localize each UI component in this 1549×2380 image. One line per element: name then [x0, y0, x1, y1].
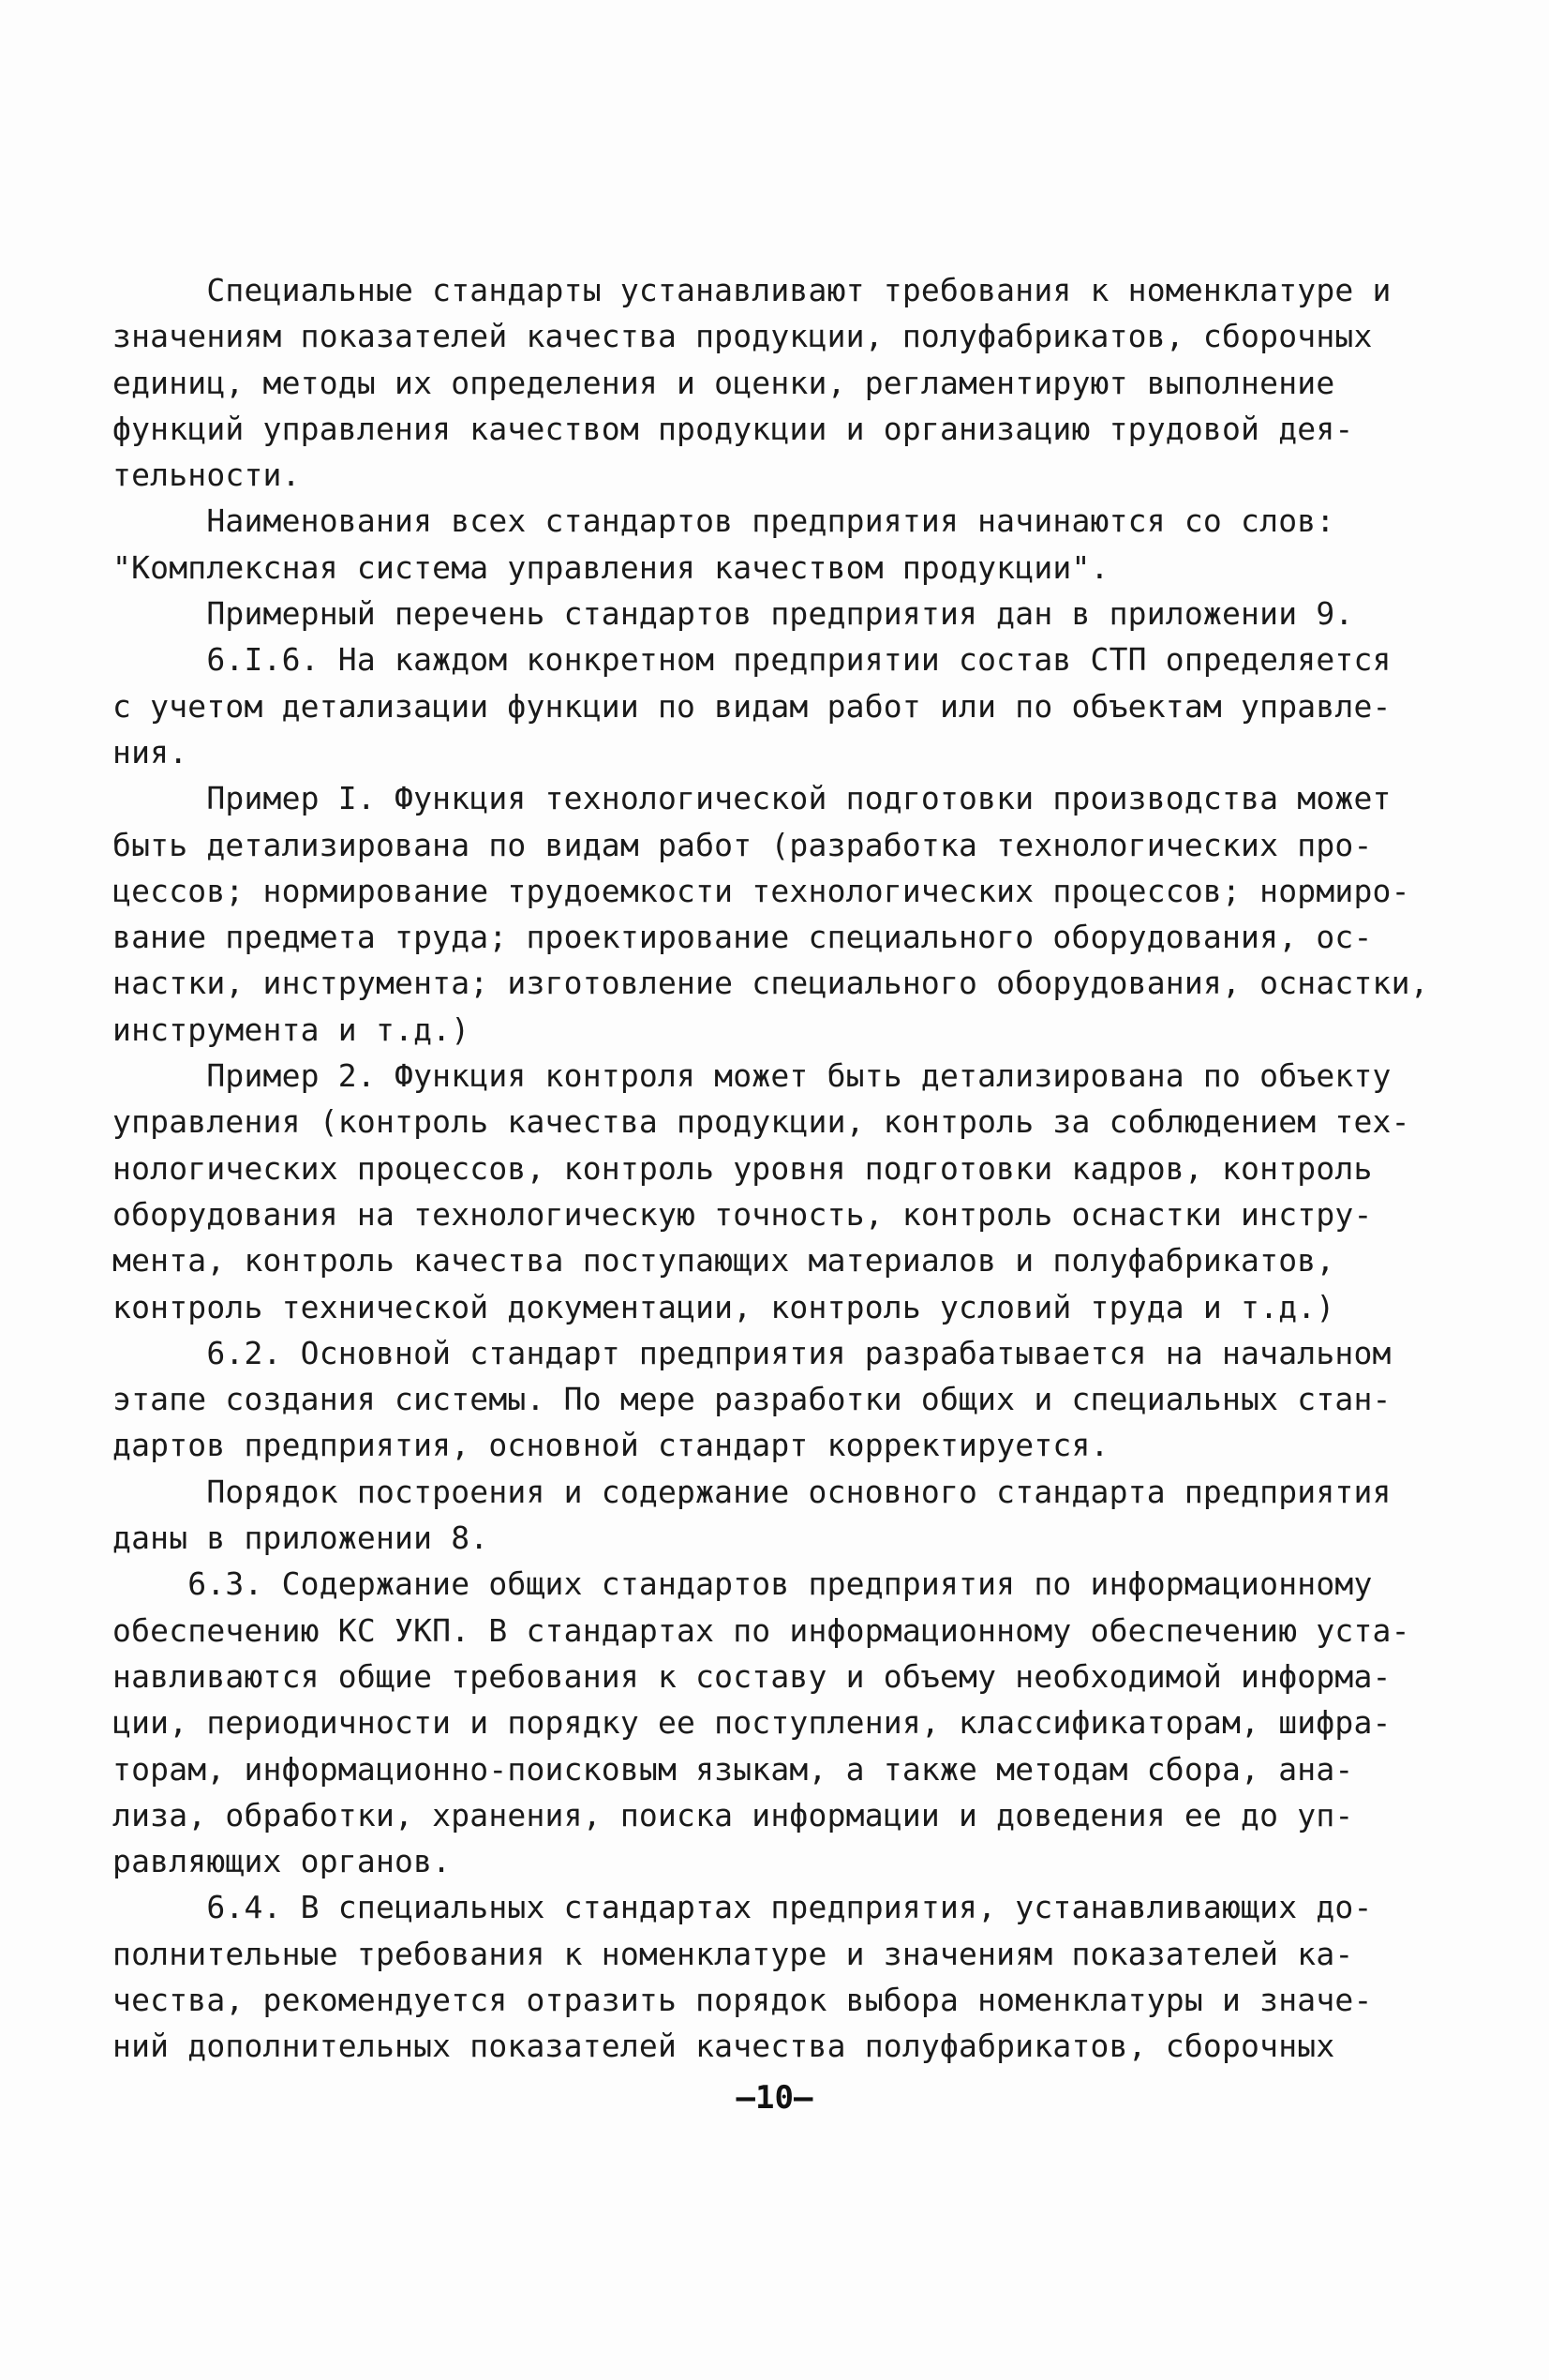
text-line: Порядок построения и содержание основного стандарта предприятия [112, 1473, 1392, 1510]
text-line: обеспечению КС УКП. В стандартах по информационному обеспечению уста- [112, 1611, 1410, 1649]
text-line: управления (контроль качества продукции, контроль за соблюдением тех- [112, 1103, 1410, 1141]
text-line: тельности. [112, 457, 301, 494]
page-number: —10— [736, 2079, 813, 2117]
text-line: этапе создания системы. По мере разработки общих и специальных стан- [112, 1381, 1392, 1418]
text-line: значениям показателей качества продукции, полуфабрикатов, сборочных [112, 318, 1373, 355]
text-line: Примерный перечень стандартов предприятия дан в приложении 9. [112, 595, 1354, 633]
text-line: даны в приложении 8. [112, 1519, 489, 1557]
text-line: навливаются общие требования к составу и объему необходимой информа- [112, 1657, 1392, 1695]
text-line: вание предмета труда; проектирование специального оборудования, ос- [112, 919, 1373, 956]
text-line: "Комплексная система управления качеством продукции". [112, 548, 1110, 586]
text-line: оборудования на технологическую точность, контроль оснастки инстру- [112, 1195, 1373, 1233]
text-line: ния. [112, 733, 188, 771]
text-line: нологических процессов, контроль уровня подготовки кадров, контроль [112, 1149, 1373, 1187]
text-line: равляющих органов. [112, 1843, 452, 1880]
text-line: быть детализирована по видам работ (разработка технологических про- [112, 826, 1373, 863]
text-line: цессов; нормирование трудоемкости технологических процессов; нормиро- [112, 872, 1410, 909]
text-line: лиза, обработки, хранения, поиска информации и доведения ее до уп- [112, 1796, 1354, 1834]
text-line: Специальные стандарты устанавливают требования к номенклатуре и [112, 272, 1392, 308]
text-line: 6.2. Основной стандарт предприятия разрабатывается на начальном [112, 1334, 1392, 1371]
text-line: ции, периодичности и порядку ее поступления, классификаторам, шифра- [112, 1704, 1392, 1742]
text-line: функций управления качеством продукции и организацию трудовой дея- [112, 410, 1354, 447]
text-line: Пример 2. Функция контроля может быть детализирована по объекту [112, 1057, 1392, 1095]
text-line: Наименования всех стандартов предприятия начинаются со слов: [112, 502, 1335, 540]
text-line: 6.3. Содержание общих стандартов предприятия по информационному [112, 1565, 1373, 1603]
text-line: 6.4. В специальных стандартах предприятия, устанавливающих до- [112, 1889, 1373, 1926]
text-line: мента, контроль качества поступающих материалов и полуфабрикатов, [112, 1242, 1335, 1280]
text-line: ний дополнительных показателей качества полуфабрикатов, сборочных [112, 2028, 1335, 2065]
text-line: инструмента и т.д.) [112, 1010, 470, 1048]
text-line: дартов предприятия, основной стандарт корректируется. [112, 1427, 1110, 1464]
text-line: контроль технической документации, контроль условий труда и т.д.) [112, 1288, 1335, 1325]
text-line: торам, информационно-поисковым языкам, а также методам сбора, ана- [112, 1750, 1354, 1788]
text-line: единиц, методы их определения и оценки, регламентируют выполнение [112, 364, 1335, 401]
text-line: 6.I.6. На каждом конкретном предприятии состав СТП определяется [112, 641, 1392, 679]
text-line: с учетом детализации функции по видам работ или по объектам управле- [112, 687, 1392, 725]
text-line: полнительные требования к номенклатуре и значениям показателей ка- [112, 1935, 1354, 1972]
text-line: настки, инструмента; изготовление специального оборудования, оснастки, [112, 965, 1429, 1002]
text-line: чества, рекомендуется отразить порядок выбора номенклатуры и значе- [112, 1981, 1373, 2018]
text-line: Пример I. Функция технологической подготовки производства может [112, 780, 1392, 817]
body-text [112, 267, 1429, 2070]
